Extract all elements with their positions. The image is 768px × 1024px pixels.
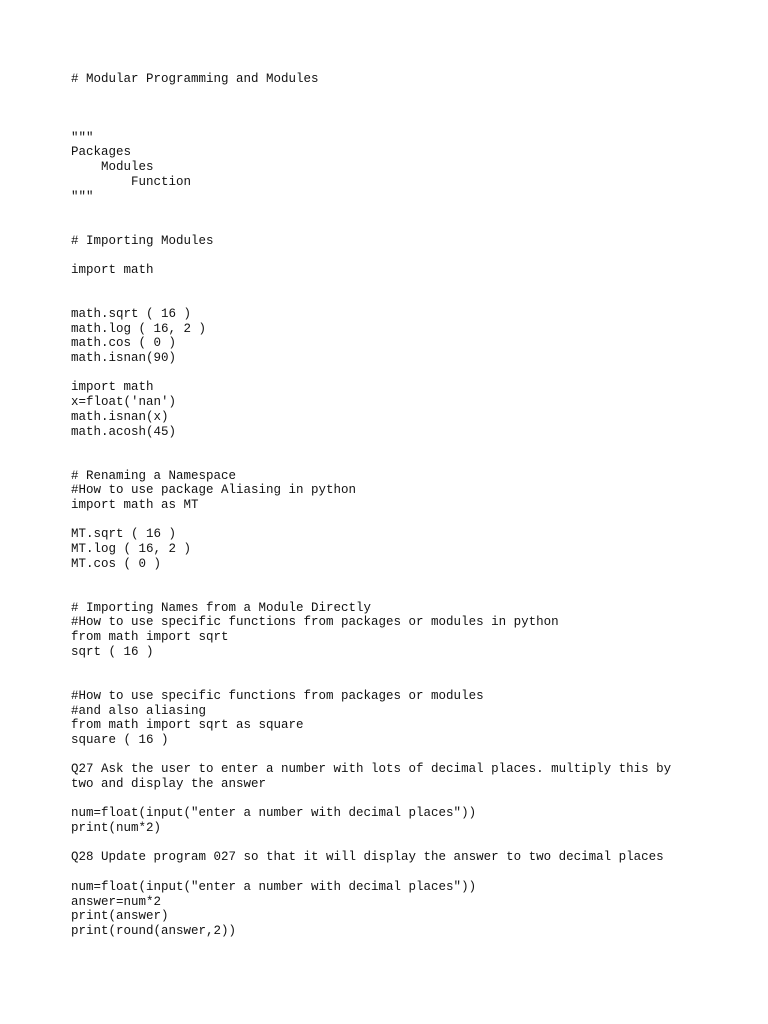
text-line <box>71 674 751 689</box>
text-line <box>71 439 751 454</box>
text-line: num=float(input("enter a number with decimal places")) <box>71 879 477 894</box>
document-body <box>71 72 751 939</box>
text-line: """ <box>71 130 94 145</box>
text-line <box>71 87 751 102</box>
text-line: math.acosh(45) <box>71 424 177 439</box>
text-line <box>71 571 751 586</box>
text-line: #How to use specific functions from packages or modules <box>71 688 484 703</box>
text-line: import math as MT <box>71 497 199 512</box>
text-line <box>71 248 751 263</box>
text-line: math.isnan(90) <box>71 351 177 366</box>
text-line: """ <box>71 189 94 204</box>
text-line <box>71 660 751 675</box>
text-line: Q28 Update program 027 so that it will display the answer to two decimal places <box>71 850 664 865</box>
text-line: print(num*2) <box>71 821 162 836</box>
text-line: num=float(input("enter a number with decimal places")) <box>71 806 477 821</box>
text-line <box>71 836 751 851</box>
text-line <box>71 586 751 601</box>
text-line: math.cos ( 0 ) <box>71 336 177 351</box>
text-line: # Modular Programming and Modules <box>71 72 319 86</box>
text-line <box>71 792 751 807</box>
text-line <box>71 366 751 381</box>
text-line: print(answer) <box>71 909 169 924</box>
text-line: Packages <box>71 145 132 160</box>
text-line: math.isnan(x) <box>71 409 169 424</box>
text-line: from math import sqrt as square <box>71 718 304 733</box>
text-line: two and display the answer <box>71 777 267 791</box>
text-line: #How to use specific functions from packages or modules in python <box>71 615 559 630</box>
text-line: #How to use package Aliasing in python <box>71 483 357 498</box>
text-line: #and also aliasing <box>71 703 207 718</box>
text-line <box>71 748 751 763</box>
text-line: math.sqrt ( 16 ) <box>71 307 192 321</box>
text-line <box>71 101 751 116</box>
text-line <box>71 278 751 293</box>
text-line: Q27 Ask the user to enter a number with lots of decimal places. multiply this by <box>71 762 672 777</box>
text-line: MT.cos ( 0 ) <box>71 556 162 571</box>
text-line: x=float('nan') <box>71 395 177 410</box>
text-line: from math import sqrt <box>71 630 229 645</box>
text-line: MT.log ( 16, 2 ) <box>71 542 192 556</box>
text-line: square ( 16 ) <box>71 732 169 747</box>
text-line: # Importing Names from a Module Directly <box>71 600 372 615</box>
text-line <box>71 219 751 234</box>
text-line: MT.sqrt ( 16 ) <box>71 527 177 542</box>
text-line: sqrt ( 16 ) <box>71 644 154 659</box>
text-line: answer=num*2 <box>71 894 162 909</box>
text-line <box>71 513 751 528</box>
text-line <box>71 865 751 880</box>
text-line: # Importing Modules <box>71 233 214 248</box>
text-line: Function <box>71 174 192 189</box>
text-line: print(round(answer,2)) <box>71 923 237 938</box>
text-line: Modules <box>71 160 154 175</box>
text-line <box>71 204 751 219</box>
text-line: # Renaming a Namespace <box>71 468 237 483</box>
text-line <box>71 292 751 307</box>
text-line: import math <box>71 262 154 277</box>
text-line <box>71 454 751 469</box>
text-line: import math <box>71 380 154 395</box>
text-line: math.log ( 16, 2 ) <box>71 321 207 336</box>
text-line <box>71 116 751 131</box>
